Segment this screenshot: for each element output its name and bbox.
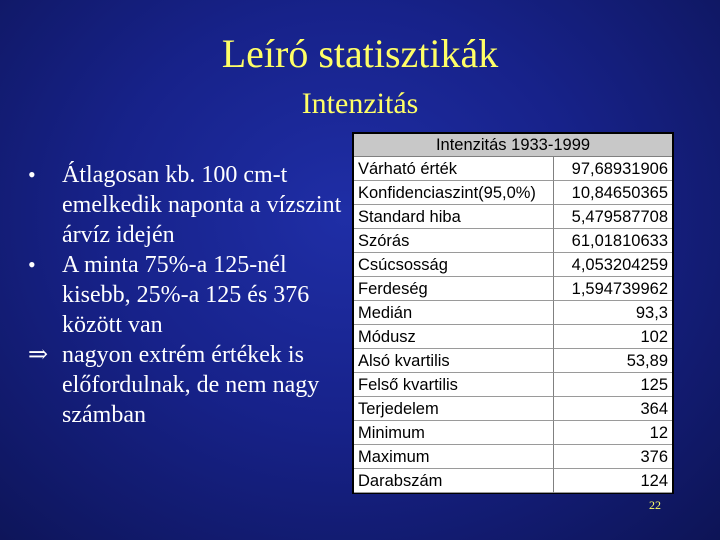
row-label: Várható érték — [354, 157, 554, 181]
row-label: Konfidenciaszint(95,0%) — [354, 181, 554, 205]
row-value: 53,89 — [554, 349, 672, 373]
row-label: Felső kvartilis — [354, 373, 554, 397]
row-label: Minimum — [354, 421, 554, 445]
row-label: Csúcsosság — [354, 253, 554, 277]
table-header: Intenzitás 1933-1999 — [354, 134, 672, 157]
row-value: 376 — [554, 445, 672, 469]
slide-title: Leíró statisztikák — [221, 31, 499, 76]
table-row — [354, 277, 672, 301]
row-value: 4,053204259 — [554, 253, 672, 277]
slide-subtitle: Intenzitás — [301, 87, 419, 120]
table-row — [354, 445, 672, 469]
row-label: Szórás — [354, 229, 554, 253]
conclusion-line — [28, 340, 358, 430]
row-value: 93,3 — [554, 301, 672, 325]
row-value: 12 — [554, 421, 672, 445]
row-label: Ferdeség — [354, 277, 554, 301]
row-value: 102 — [554, 325, 672, 349]
table-row — [354, 421, 672, 445]
table-row — [354, 349, 672, 373]
table-row — [354, 469, 672, 493]
bullet-text: A minta 75%-a 125-nél kisebb, 25%-a 125 és 376 között van — [62, 252, 310, 338]
row-value: 1,594739962 — [554, 277, 672, 301]
conclusion-text: nagyon extrém értékek is előfordulnak, de nem nagy számban — [62, 342, 320, 428]
table-row — [354, 301, 672, 325]
row-label: Módusz — [354, 325, 554, 349]
table-body — [354, 157, 672, 493]
row-value: 97,68931906 — [554, 157, 672, 181]
row-label: Standard hiba — [354, 205, 554, 229]
bullet-text: Átlagosan kb. 100 cm-t emelkedik naponta a vízszint árvíz idején — [62, 162, 342, 248]
row-value: 5,479587708 — [554, 205, 672, 229]
row-label: Darabszám — [354, 469, 554, 493]
row-label: Maximum — [354, 445, 554, 469]
bullet-item — [28, 160, 358, 250]
table-row — [354, 397, 672, 421]
table-row — [354, 325, 672, 349]
row-value: 364 — [554, 397, 672, 421]
table-row — [354, 373, 672, 397]
page-number: 22 — [649, 498, 661, 512]
table-row — [354, 157, 672, 181]
table-row — [354, 205, 672, 229]
table-row — [354, 181, 672, 205]
implies-arrow-icon: ⇒ — [28, 342, 49, 368]
row-label: Alsó kvartilis — [354, 349, 554, 373]
row-value: 124 — [554, 469, 672, 493]
table-row — [354, 229, 672, 253]
row-value: 125 — [554, 373, 672, 397]
bullet-icon: • — [28, 162, 36, 187]
bullet-list — [28, 160, 358, 430]
row-value: 10,84650365 — [554, 181, 672, 205]
statistics-table — [352, 132, 674, 494]
row-label: Medián — [354, 301, 554, 325]
bullet-item — [28, 250, 358, 340]
row-label: Terjedelem — [354, 397, 554, 421]
table-row — [354, 253, 672, 277]
row-value: 61,01810633 — [554, 229, 672, 253]
bullet-icon: • — [28, 252, 36, 277]
